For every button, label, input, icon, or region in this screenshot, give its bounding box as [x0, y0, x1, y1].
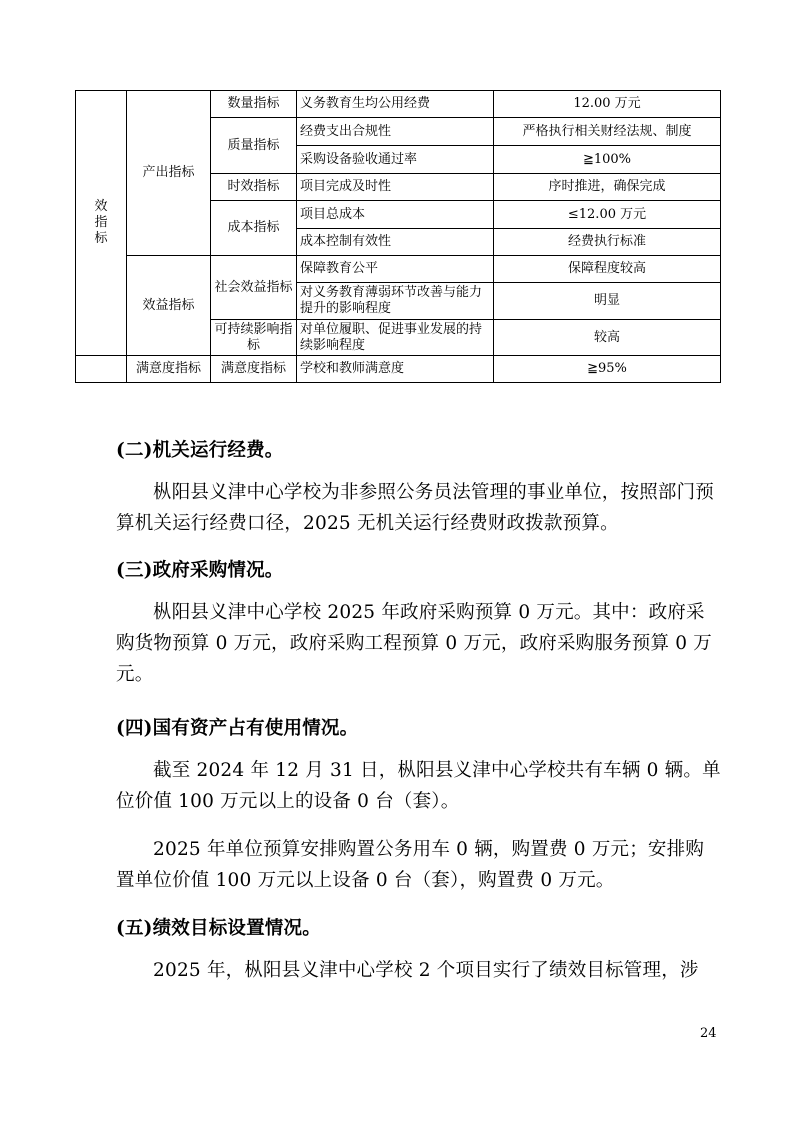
- indicator-name: 对单位履职、促进事业发展的持续影响程度: [297, 320, 494, 356]
- indicator-value: 保障程度较高: [494, 256, 721, 283]
- indicator-name: 成本控制有效性: [297, 229, 494, 256]
- section-heading-admin-expense: (二)机关运行经费。: [116, 440, 284, 461]
- indicator-name: 采购设备验收通过率: [297, 146, 494, 174]
- section-heading-performance-goals: (五)绩效目标设置情况。: [116, 918, 321, 939]
- indicator-name: 学校和教师满意度: [297, 356, 494, 383]
- level1-indicator-cell: [76, 91, 127, 356]
- level1-char: 效: [94, 199, 108, 214]
- level1-indicator-cell-bottom: [76, 356, 127, 383]
- section-body-performance-goals: 2025 年，枞阳县义津中心学校 2 个项目实行了绩效目标管理，涉: [153, 960, 699, 981]
- indicator-value: ≧100%: [494, 146, 721, 174]
- level1-char: 标: [94, 231, 108, 246]
- satisfaction-indicator-label: 满意度指标: [127, 356, 211, 383]
- section-heading-state-assets: (四)国有资产占有使用情况。: [116, 718, 359, 739]
- section-body-gov-procurement: 枞阳县义津中心学校 2025 年政府采购预算 0 万元。其中：政府采购货物预算 0 万元，政府采购工程预算 0 万元，政府采购服务预算 0 万元。: [116, 602, 712, 685]
- indicator-name: 项目总成本: [297, 201, 494, 229]
- indicator-name: 对义务教育薄弱环节改善与能力提升的影响程度: [297, 283, 494, 320]
- indicator-name: 经费支出合规性: [297, 118, 494, 146]
- indicator-value: 12.00 万元: [494, 91, 721, 118]
- indicator-name: 保障教育公平: [297, 256, 494, 283]
- page-number: 24: [700, 1026, 717, 1041]
- section-heading-gov-procurement: (三)政府采购情况。: [116, 560, 284, 581]
- cost-indicator-label: 成本指标: [211, 201, 297, 256]
- indicator-name: 义务教育生均公用经费: [297, 91, 494, 118]
- section-body-state-assets-1: 截至 2024 年 12 月 31 日，枞阳县义津中心学校共有车辆 0 辆。单位价值 100 万元以上的设备 0 台（套）。: [116, 760, 721, 812]
- social-benefit-indicator-label: 社会效益指标: [211, 256, 297, 320]
- quantity-indicator-label: 数量指标: [211, 91, 297, 118]
- indicator-value: 经费执行标准: [494, 229, 721, 256]
- quality-indicator-label: 质量指标: [211, 118, 297, 174]
- indicator-value: ≧95%: [494, 356, 721, 383]
- benefit-indicator-label: 效益指标: [127, 256, 211, 356]
- timeliness-indicator-label: 时效指标: [211, 174, 297, 201]
- sustainable-impact-indicator-label: 可持续影响指标: [211, 320, 297, 356]
- output-indicator-label: 产出指标: [127, 91, 211, 256]
- indicator-value: 严格执行相关财经法规、制度: [494, 118, 721, 146]
- indicator-value: 明显: [494, 283, 721, 320]
- indicator-value: 序时推进，确保完成: [494, 174, 721, 201]
- satisfaction-sub-indicator-label: 满意度指标: [211, 356, 297, 383]
- indicator-value: 较高: [494, 320, 721, 356]
- indicator-name: 项目完成及时性: [297, 174, 494, 201]
- indicator-value: ≤12.00 万元: [494, 201, 721, 229]
- level1-char: 指: [94, 215, 108, 230]
- performance-indicator-table: [75, 90, 721, 383]
- section-body-admin-expense: 枞阳县义津中心学校为非参照公务员法管理的事业单位，按照部门预算机关运行经费口径，2025 无机关运行经费财政拨款预算。: [116, 482, 715, 534]
- section-body-state-assets-2: 2025 年单位预算安排购置公务用车 0 辆，购置费 0 万元；安排购置单位价值 100 万元以上设备 0 台（套），购置费 0 万元。: [116, 839, 705, 891]
